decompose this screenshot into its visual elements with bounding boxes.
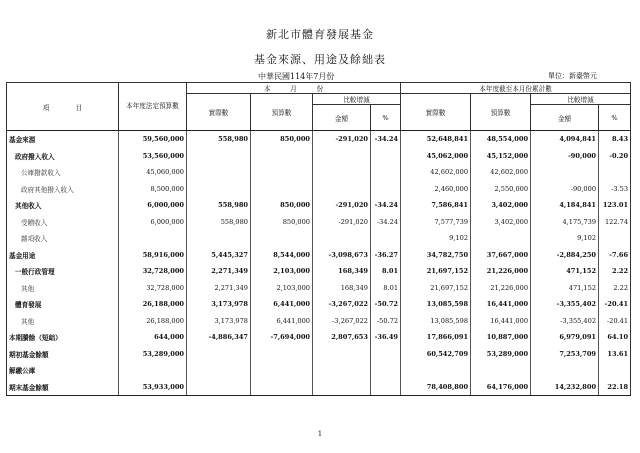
cell-budget: 58,916,000 — [119, 247, 187, 264]
cell-m-actual — [187, 230, 251, 247]
cell-y-pct: 8.43 — [599, 131, 631, 148]
cell-m-budget — [251, 346, 313, 363]
cell-m-amt — [313, 379, 371, 396]
cell-y-budget: 16,441,000 — [471, 296, 531, 313]
cell-y-pct — [599, 362, 631, 379]
cell-y-amt: 9,102 — [531, 230, 599, 247]
cell-y-amt: 7,253,709 — [531, 346, 599, 363]
cell-m-pct — [371, 230, 401, 247]
row-label: 基金來源 — [7, 131, 119, 148]
header-month-actual: 實際數 — [187, 94, 251, 131]
cell-m-actual — [187, 346, 251, 363]
cell-m-pct: -34.24 — [371, 197, 401, 214]
table-row — [7, 230, 631, 247]
cell-y-amt: -3,355,402 — [531, 313, 599, 330]
table-row — [7, 131, 631, 148]
table-row — [7, 346, 631, 363]
cell-m-amt — [313, 181, 371, 198]
header-item: 項 目 — [7, 83, 119, 131]
header-ytd-actual: 實際數 — [401, 94, 471, 131]
page-number: 1 — [317, 430, 323, 438]
cell-y-amt: 14,232,800 — [531, 379, 599, 396]
cell-m-budget: 6,441,000 — [251, 296, 313, 313]
cell-m-actual — [187, 379, 251, 396]
header-month-budget: 預算數 — [251, 94, 313, 131]
cell-m-budget: 8,544,000 — [251, 247, 313, 264]
cell-y-budget: 16,441,000 — [471, 313, 531, 330]
cell-y-pct: 22.18 — [599, 379, 631, 396]
cell-m-amt: 168,349 — [313, 263, 371, 280]
header-this-month: 本 月 份 — [187, 83, 401, 94]
cell-y-actual: 60,542,709 — [401, 346, 471, 363]
cell-m-actual: 2,271,349 — [187, 280, 251, 297]
cell-y-actual — [401, 362, 471, 379]
header-budget: 本年度法定預算數 — [119, 83, 187, 131]
cell-m-amt: 2,807,653 — [313, 329, 371, 346]
cell-m-budget — [251, 230, 313, 247]
table-row — [7, 247, 631, 264]
row-label: 期末基金餘額 — [7, 379, 119, 396]
cell-y-pct: 2.22 — [599, 280, 631, 297]
cell-y-amt — [531, 362, 599, 379]
cell-m-actual: 558,980 — [187, 131, 251, 148]
cell-budget: 45,060,000 — [119, 164, 187, 181]
cell-m-budget — [251, 148, 313, 165]
cell-m-actual — [187, 164, 251, 181]
table-row — [7, 181, 631, 198]
cell-m-pct: -36.27 — [371, 247, 401, 264]
cell-m-budget: -7,694,000 — [251, 329, 313, 346]
cell-m-actual: -4,886,347 — [187, 329, 251, 346]
cell-m-budget: 2,103,000 — [251, 280, 313, 297]
cell-m-amt: -291,020 — [313, 131, 371, 148]
cell-m-amt: -3,267,022 — [313, 296, 371, 313]
row-label: 受贈收入 — [7, 214, 119, 231]
cell-y-budget — [471, 362, 531, 379]
cell-m-pct: 8.01 — [371, 280, 401, 297]
cell-m-pct — [371, 362, 401, 379]
cell-y-budget: 53,289,000 — [471, 346, 531, 363]
cell-m-amt — [313, 362, 371, 379]
cell-y-actual: 45,062,000 — [401, 148, 471, 165]
cell-m-amt — [313, 164, 371, 181]
header-month-amount: 金額 — [313, 105, 371, 131]
cell-m-budget — [251, 362, 313, 379]
table-row — [7, 164, 631, 181]
cell-budget: 644,000 — [119, 329, 187, 346]
cell-y-budget: 37,667,000 — [471, 247, 531, 264]
cell-m-pct: -36.49 — [371, 329, 401, 346]
cell-budget: 6,000,000 — [119, 197, 187, 214]
cell-y-budget: 10,887,000 — [471, 329, 531, 346]
cell-y-actual: 7,586,841 — [401, 197, 471, 214]
cell-y-pct: -20.41 — [599, 313, 631, 330]
cell-y-amt: 4,094,841 — [531, 131, 599, 148]
report-subtitle: 基金來源、用途及餘絀表 — [254, 53, 386, 66]
cell-y-actual: 34,782,750 — [401, 247, 471, 264]
cell-y-budget: 21,226,000 — [471, 280, 531, 297]
cell-y-budget: 3,402,000 — [471, 214, 531, 231]
cell-y-budget: 3,402,000 — [471, 197, 531, 214]
cell-y-budget: 45,152,000 — [471, 148, 531, 165]
cell-m-amt: -3,267,022 — [313, 313, 371, 330]
cell-y-budget: 42,602,000 — [471, 164, 531, 181]
header-ytd-budget: 預算數 — [471, 94, 531, 131]
row-label: 公庫撥款收入 — [7, 164, 119, 181]
row-label: 其他 — [7, 280, 119, 297]
row-label: 基金用途 — [7, 247, 119, 264]
cell-m-amt: 168,349 — [313, 280, 371, 297]
cell-m-actual: 5,445,327 — [187, 247, 251, 264]
cell-budget: 53,560,000 — [119, 148, 187, 165]
report-date: 中華民國114年7月份 — [258, 72, 335, 81]
cell-m-actual: 3,173,978 — [187, 296, 251, 313]
row-label: 本期賸餘（短絀） — [7, 329, 119, 346]
row-label: 解繳公庫 — [7, 362, 119, 379]
cell-y-amt — [531, 164, 599, 181]
cell-y-pct: 13.61 — [599, 346, 631, 363]
cell-y-amt: -90,000 — [531, 148, 599, 165]
cell-budget — [119, 230, 187, 247]
cell-m-pct: -34.24 — [371, 131, 401, 148]
cell-m-amt: -291,020 — [313, 197, 371, 214]
unit-label: 單位：新臺幣元 — [548, 72, 597, 80]
row-label: 政府其他撥入收入 — [7, 181, 119, 198]
header-ytd-amount: 金額 — [531, 105, 599, 131]
cell-m-amt — [313, 148, 371, 165]
cell-m-amt: -3,098,673 — [313, 247, 371, 264]
row-label: 政府撥入收入 — [7, 148, 119, 165]
cell-y-pct — [599, 230, 631, 247]
report-title: 新北市體育發展基金 — [266, 28, 374, 41]
cell-m-budget — [251, 164, 313, 181]
cell-m-budget: 850,000 — [251, 214, 313, 231]
cell-m-budget: 2,103,000 — [251, 263, 313, 280]
cell-y-actual: 52,648,841 — [401, 131, 471, 148]
cell-budget: 59,560,000 — [119, 131, 187, 148]
cell-y-actual: 2,460,000 — [401, 181, 471, 198]
cell-y-pct: 122.74 — [599, 214, 631, 231]
cell-y-actual: 21,697,152 — [401, 263, 471, 280]
cell-y-amt: 4,175,739 — [531, 214, 599, 231]
cell-y-budget — [471, 230, 531, 247]
cell-y-actual: 7,577,739 — [401, 214, 471, 231]
table-row — [7, 280, 631, 297]
cell-m-amt: -291,020 — [313, 214, 371, 231]
cell-y-pct: 2.22 — [599, 263, 631, 280]
row-label: 體育發展 — [7, 296, 119, 313]
cell-y-pct: 123.01 — [599, 197, 631, 214]
cell-m-pct — [371, 164, 401, 181]
cell-budget: 53,933,000 — [119, 379, 187, 396]
table-row — [7, 379, 631, 396]
cell-budget: 26,188,000 — [119, 313, 187, 330]
cell-budget: 32,728,000 — [119, 263, 187, 280]
cell-y-amt: 471,152 — [531, 280, 599, 297]
cell-m-amt — [313, 230, 371, 247]
header-ytd-percent: % — [599, 105, 631, 131]
cell-y-amt: -2,884,250 — [531, 247, 599, 264]
row-label: 其他 — [7, 313, 119, 330]
cell-y-actual: 21,697,152 — [401, 280, 471, 297]
cell-m-pct — [371, 181, 401, 198]
header-ytd: 本年度截至本月份累計數 — [401, 83, 631, 94]
cell-y-pct — [599, 164, 631, 181]
cell-budget: 6,000,000 — [119, 214, 187, 231]
cell-y-actual: 17,866,091 — [401, 329, 471, 346]
header-month-percent: % — [371, 105, 401, 131]
cell-m-budget: 6,441,000 — [251, 313, 313, 330]
cell-m-actual: 2,271,349 — [187, 263, 251, 280]
cell-m-pct: -50.72 — [371, 313, 401, 330]
cell-m-actual: 558,980 — [187, 197, 251, 214]
cell-m-pct: 8.01 — [371, 263, 401, 280]
cell-y-budget: 2,550,000 — [471, 181, 531, 198]
cell-m-budget: 850,000 — [251, 197, 313, 214]
cell-m-budget: 850,000 — [251, 131, 313, 148]
cell-y-actual: 78,408,800 — [401, 379, 471, 396]
row-label: 雜項收入 — [7, 230, 119, 247]
cell-y-amt: 4,184,841 — [531, 197, 599, 214]
table-row — [7, 296, 631, 313]
row-label: 其他收入 — [7, 197, 119, 214]
cell-budget: 8,500,000 — [119, 181, 187, 198]
cell-y-actual: 13,085,598 — [401, 296, 471, 313]
table-row — [7, 362, 631, 379]
cell-m-pct — [371, 379, 401, 396]
row-label: 一般行政管理 — [7, 263, 119, 280]
cell-budget: 26,188,000 — [119, 296, 187, 313]
header-month-compare: 比較增減 — [313, 94, 401, 105]
cell-y-pct: -0.20 — [599, 148, 631, 165]
cell-m-pct — [371, 148, 401, 165]
cell-m-pct: -34.24 — [371, 214, 401, 231]
cell-y-amt: -90,000 — [531, 181, 599, 198]
table-row — [7, 148, 631, 165]
table-row — [7, 263, 631, 280]
cell-y-actual: 42,602,000 — [401, 164, 471, 181]
cell-m-pct — [371, 346, 401, 363]
cell-m-budget — [251, 181, 313, 198]
cell-y-actual: 9,102 — [401, 230, 471, 247]
table-row — [7, 313, 631, 330]
cell-y-budget: 21,226,000 — [471, 263, 531, 280]
cell-y-amt: 471,152 — [531, 263, 599, 280]
table-row — [7, 329, 631, 346]
table-row — [7, 214, 631, 231]
cell-budget — [119, 362, 187, 379]
cell-y-actual: 13,085,598 — [401, 313, 471, 330]
cell-m-actual: 558,980 — [187, 214, 251, 231]
cell-m-actual: 3,173,978 — [187, 313, 251, 330]
cell-y-pct: -7.66 — [599, 247, 631, 264]
cell-m-actual — [187, 362, 251, 379]
fund-statement-table — [6, 82, 631, 396]
row-label: 期初基金餘額 — [7, 346, 119, 363]
table-row — [7, 197, 631, 214]
cell-m-actual — [187, 148, 251, 165]
cell-y-budget: 48,554,000 — [471, 131, 531, 148]
cell-m-amt — [313, 346, 371, 363]
cell-y-amt: -3,355,402 — [531, 296, 599, 313]
cell-y-pct: -3.53 — [599, 181, 631, 198]
cell-y-amt: 6,979,091 — [531, 329, 599, 346]
header-ytd-compare: 比較增減 — [531, 94, 631, 105]
cell-y-pct: 64.10 — [599, 329, 631, 346]
cell-m-budget — [251, 379, 313, 396]
cell-m-actual — [187, 181, 251, 198]
cell-y-budget: 64,176,000 — [471, 379, 531, 396]
cell-y-pct: -20.41 — [599, 296, 631, 313]
cell-m-pct: -50.72 — [371, 296, 401, 313]
cell-budget: 32,728,000 — [119, 280, 187, 297]
cell-budget: 53,289,000 — [119, 346, 187, 363]
